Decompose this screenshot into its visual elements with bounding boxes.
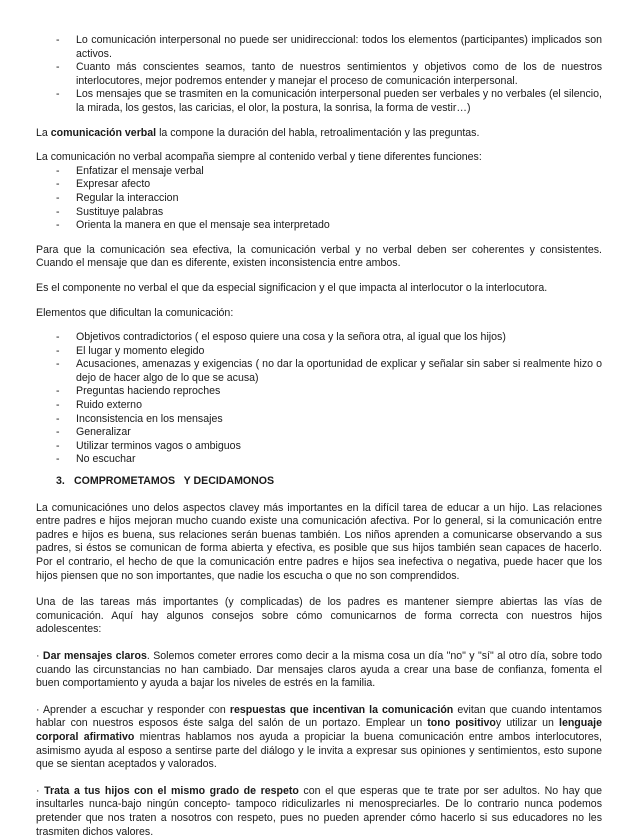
communication-channels-paragraph: Una de las tareas más importantes (y complicadas) de los padres es mantener siempre abiertas las vías de comunicación. Aquí hay algunos consejos sobre cómo comunicarnos de forma correcta con nuestros hijos adolescentes: <box>36 596 602 636</box>
list-item: - No escuchar <box>36 453 602 467</box>
list-item: - Orienta la manera en que el mensaje sea interpretado <box>36 219 602 233</box>
list-item: - Objetivos contradictorios ( el esposo quiere una cosa y la señora otra, al igual que los hijos) <box>36 331 602 345</box>
parent-child-communication-paragraph: La comunicaciónes uno delos aspectos clavey más importantes en la difícil tarea de educar a un hijo. Las relaciones entre padres e hijos mejoran mucho cuando existe una comunicación afectiva. Por lo general, si la comunicación entre padres e hijos es buena, sus relaciones serán buenas también. Los niños aprenden a comunicarse observando a sus padres, si éstos se comunican de forma abierta y efectiva, es posible que sus hijos también sean capaces de hacerlo. Por el contrario, el hecho de que la comunicación entre padres e hijos sea inefectiva o negativa, puede hacer que los hijos piensen que no son importantes, que nadie los escucha o que no son comprendidos. <box>36 501 602 582</box>
bold-term: lenguaje corporal afirmativo <box>36 717 602 743</box>
section-heading <box>36 475 602 489</box>
section-number: 3. <box>56 475 65 488</box>
tip-clear-messages: · Dar mensajes claros. Solemos cometer errores como decir a la misma cosa un día "no" y "sí" al otro día, sobre todo cuando las circunstancias no han cambiado. Dar mensajes claros ayuda a crear una base de confianza, fomenta el buen comportamiento y ayuda a bajar los niveles de estrés en la familia. <box>36 649 602 690</box>
verbal-communication-paragraph: La comunicación verbal la compone la duración del habla, retroalimentación y las preguntas. <box>36 126 480 139</box>
list-item: - El lugar y momento elegido <box>36 345 602 359</box>
obstacles-intro: Elementos que dificultan la comunicación: <box>36 306 234 319</box>
nonverbal-functions-list <box>36 165 602 233</box>
intro-list <box>36 34 602 116</box>
tip-listen-respond: · Aprender a escuchar y responder con respuestas que incentivan la comunicación evitan que cuando intentamos hablar con nuestros esposos éste salga del salón de un portazo. Emplear un tono positivoy utilizar un lenguaje corporal afirmativo mientras hablamos nos ayuda a propiciar la buena comunicación entre ambos interlocutores, asimismo ayuda al esposo a sentirse parte del diálogo y le invita a expresar sus opiniones y sentimientos, esto supone que se sientan aceptados y valorados. <box>36 703 602 771</box>
obstacles-list <box>36 331 602 467</box>
section-title: COMPROMETAMOS Y DECIDAMONOS <box>74 475 275 488</box>
list-item: - Cuanto más conscientes seamos, tanto de nuestros sentimientos y objetivos como de los de nuestros interlocutores, mejor podremos entender y manejar el proceso de comunicación interpersonal. <box>36 61 602 88</box>
nonverbal-intro: La comunicación no verbal acompaña siempre al contenido verbal y tiene diferentes funciones: <box>36 151 482 164</box>
list-item: - Enfatizar el mensaje verbal <box>36 165 602 179</box>
document-page <box>36 34 602 839</box>
bold-term: Trata a tus hijos con el mismo grado de respeto <box>44 784 299 797</box>
bold-term: Dar mensajes claros <box>42 649 147 662</box>
list-item: - Inconsistencia en los mensajes <box>36 413 602 427</box>
bold-term: comunicación verbal <box>50 126 157 139</box>
list-item: - Generalizar <box>36 426 602 440</box>
list-item: - Expresar afecto <box>36 178 602 192</box>
list-item: - Utilizar terminos vagos o ambiguos <box>36 440 602 454</box>
list-item: - Lo comunicación interpersonal no puede ser unidireccional: todos los elementos (participantes) implicados son activos. <box>36 34 602 61</box>
bold-term: respuestas que incentivan la comunicación <box>229 703 454 716</box>
list-item: - Preguntas haciendo reproches <box>36 385 602 399</box>
list-item: - Acusaciones, amenazas y exigencias ( no dar la oportunidad de explicar y señalar sin saber si realmente hizo o dejo de hacer algo de lo que se acusa) <box>36 358 602 385</box>
nonverbal-component-paragraph: Es el componente no verbal el que da especial significacion y el que impacta al interlocutor o la interlocutora. <box>36 281 548 294</box>
coherence-paragraph: Para que la comunicación sea efectiva, la comunicación verbal y no verbal deben ser coherentes y consistentes. Cuando el mensaje que dan es diferente, existen inconsistencia entre ambos. <box>36 243 602 270</box>
list-item: - Los mensajes que se trasmiten en la comunicación interpersonal pueden ser verbales y no verbales (el silencio, la mirada, los gestos, las caricias, el olor, la postura, la sonrisa, la forma de vestir…) <box>36 88 602 115</box>
bold-term: tono positivo <box>427 717 496 730</box>
tip-respect: · Trata a tus hijos con el mismo grado de respeto con el que esperas que te trate por ser adultos. No hay que insultarles nunca-bajo ningún concepto- tampoco ridiculizarles ni menospreciarles. De lo contrario nunca podemos pretender que nos traten a nosotros con respeto, pues no pueden aprender cómo hacerlo si sus educadores no les trasmiten dichos valores. <box>36 784 602 838</box>
list-item: - Sustituye palabras <box>36 206 602 220</box>
list-item: - Ruido externo <box>36 399 602 413</box>
list-item: - Regular la interaccion <box>36 192 602 206</box>
